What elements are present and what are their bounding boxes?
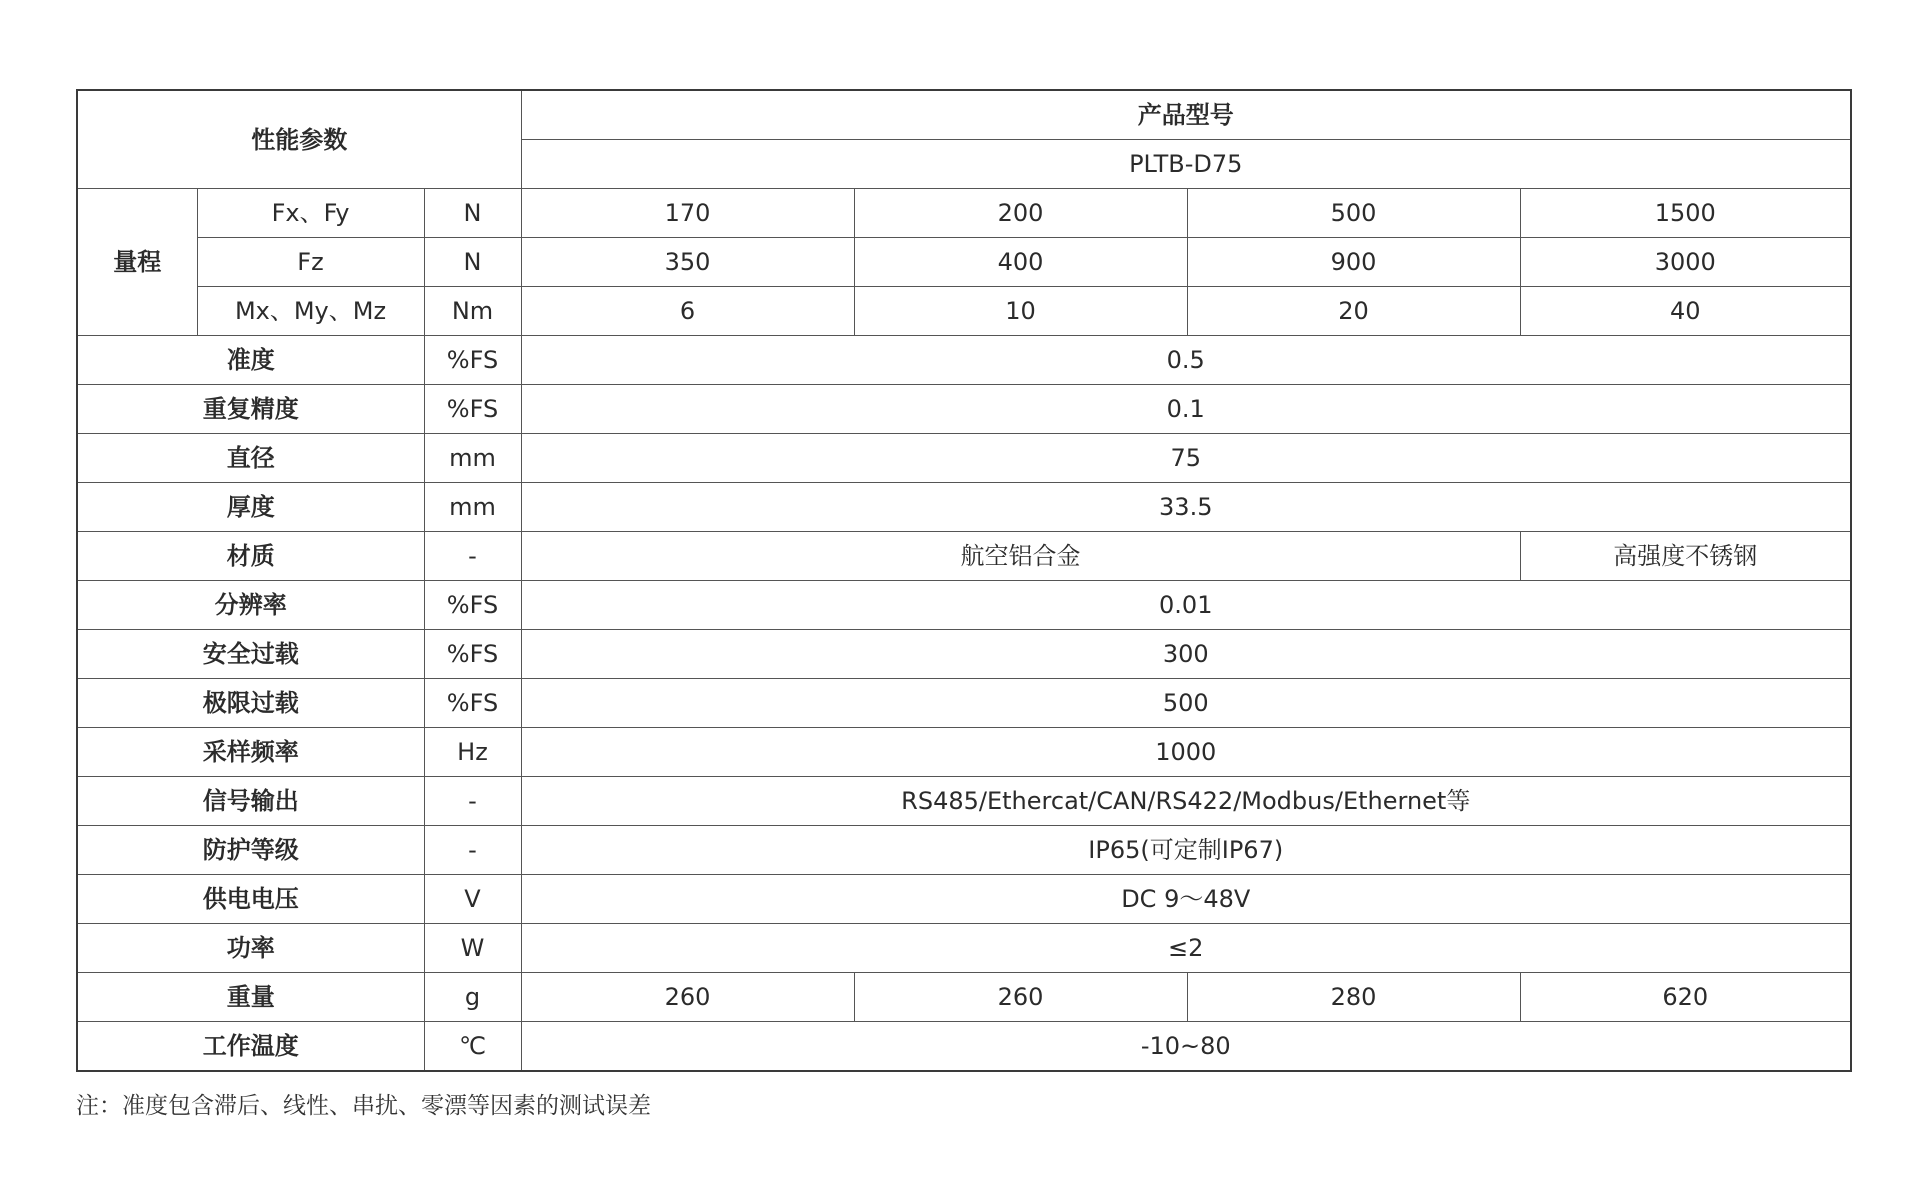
param-unit: N	[424, 238, 521, 287]
param-name: 极限过载	[77, 679, 424, 728]
table-row	[77, 336, 1851, 385]
value-cell: 280	[1187, 973, 1520, 1022]
table-row	[77, 924, 1851, 973]
param-name: 采样频率	[77, 728, 424, 777]
param-name: 厚度	[77, 483, 424, 532]
param-unit: %FS	[424, 679, 521, 728]
table-row	[77, 238, 1851, 287]
table-row	[77, 728, 1851, 777]
value-cell: 航空铝合金	[521, 532, 1520, 581]
value-cell: 900	[1187, 238, 1520, 287]
param-unit: mm	[424, 434, 521, 483]
param-unit: N	[424, 189, 521, 238]
value-cell: RS485/Ethercat/CAN/RS422/Modbus/Ethernet等	[521, 777, 1851, 826]
value-cell: 200	[854, 189, 1187, 238]
value-cell: 10	[854, 287, 1187, 336]
value-cell: 260	[521, 973, 854, 1022]
value-cell: ≤2	[521, 924, 1851, 973]
value-cell: 620	[1520, 973, 1851, 1022]
value-cell: 300	[521, 630, 1851, 679]
param-unit: %FS	[424, 336, 521, 385]
param-name: 信号输出	[77, 777, 424, 826]
param-name: 重复精度	[77, 385, 424, 434]
table-row	[77, 973, 1851, 1022]
table-row	[77, 777, 1851, 826]
param-unit: %FS	[424, 385, 521, 434]
table-row	[77, 630, 1851, 679]
spec-table	[76, 89, 1852, 1072]
value-cell: 33.5	[521, 483, 1851, 532]
value-cell: 40	[1520, 287, 1851, 336]
table-row	[77, 287, 1851, 336]
table-row	[77, 875, 1851, 924]
param-name: 材质	[77, 532, 424, 581]
table-row	[77, 385, 1851, 434]
value-cell: 500	[521, 679, 1851, 728]
value-cell: 3000	[1520, 238, 1851, 287]
table-row	[77, 826, 1851, 875]
value-cell: 75	[521, 434, 1851, 483]
value-cell: 260	[854, 973, 1187, 1022]
param-name: 准度	[77, 336, 424, 385]
param-unit: ℃	[424, 1022, 521, 1072]
value-cell: 170	[521, 189, 854, 238]
value-cell: 高强度不锈钢	[1520, 532, 1851, 581]
param-unit: V	[424, 875, 521, 924]
param-unit: Nm	[424, 287, 521, 336]
param-name: 防护等级	[77, 826, 424, 875]
param-unit: -	[424, 777, 521, 826]
range-label: 量程	[77, 189, 197, 336]
param-name: 分辨率	[77, 581, 424, 630]
param-header: 性能参数	[77, 90, 521, 189]
value-cell: 0.1	[521, 385, 1851, 434]
param-name: 供电电压	[77, 875, 424, 924]
value-cell: IP65(可定制IP67)	[521, 826, 1851, 875]
model-header: 产品型号	[521, 90, 1851, 140]
param-unit: -	[424, 532, 521, 581]
param-name: Fz	[197, 238, 424, 287]
table-row	[77, 679, 1851, 728]
header-row	[77, 90, 1851, 140]
param-unit: g	[424, 973, 521, 1022]
param-name: Fx、Fy	[197, 189, 424, 238]
value-cell: 1000	[521, 728, 1851, 777]
model-name: PLTB-D75	[521, 140, 1851, 189]
param-unit: %FS	[424, 630, 521, 679]
table-row	[77, 189, 1851, 238]
param-name: Mx、My、Mz	[197, 287, 424, 336]
param-unit: mm	[424, 483, 521, 532]
value-cell: 0.5	[521, 336, 1851, 385]
table-row	[77, 1022, 1851, 1072]
footnote: 注：准度包含滞后、线性、串扰、零漂等因素的测试误差	[76, 1093, 651, 1119]
table-row	[77, 532, 1851, 581]
param-unit: %FS	[424, 581, 521, 630]
param-unit: -	[424, 826, 521, 875]
value-cell: 6	[521, 287, 854, 336]
value-cell: -10~80	[521, 1022, 1851, 1072]
value-cell: 350	[521, 238, 854, 287]
table-row	[77, 581, 1851, 630]
value-cell: 500	[1187, 189, 1520, 238]
value-cell: 20	[1187, 287, 1520, 336]
value-cell: 400	[854, 238, 1187, 287]
param-unit: W	[424, 924, 521, 973]
param-name: 工作温度	[77, 1022, 424, 1072]
param-name: 安全过载	[77, 630, 424, 679]
value-cell: 0.01	[521, 581, 1851, 630]
table-row	[77, 483, 1851, 532]
value-cell: 1500	[1520, 189, 1851, 238]
param-unit: Hz	[424, 728, 521, 777]
value-cell: DC 9～48V	[521, 875, 1851, 924]
param-name: 重量	[77, 973, 424, 1022]
param-name: 功率	[77, 924, 424, 973]
param-name: 直径	[77, 434, 424, 483]
table-row	[77, 434, 1851, 483]
